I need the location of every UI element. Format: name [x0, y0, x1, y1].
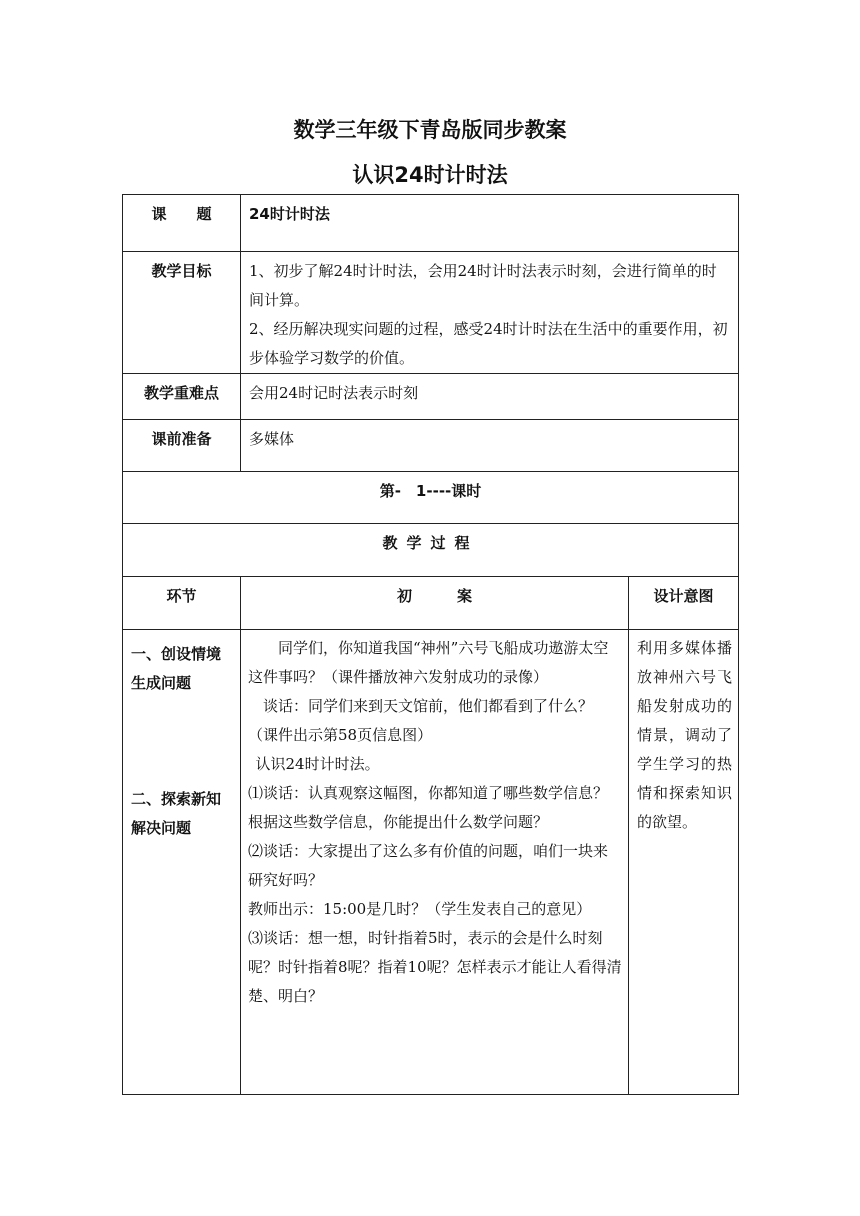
plan-cell — [241, 630, 629, 1095]
intent-cell: 利用多媒体播放神州六号飞船发射成功的情景，调动了学生学习的热情和探索知识的欲望。 — [629, 630, 739, 1095]
plan-column-header: 初 案 — [241, 577, 629, 630]
goals-content — [241, 252, 739, 374]
document-title: 数学三年级下青岛版同步教案 — [293, 118, 567, 142]
period-row — [123, 472, 739, 524]
column-header-row — [123, 577, 739, 630]
keypoints-label: 教学重难点 — [123, 374, 241, 420]
plan-paragraph-2: 谈话：同学们来到天文馆前，他们都看到了什么？（课件出示第58页信息图） — [248, 697, 594, 744]
keypoints-value: 会用24时记时法表示时刻 — [241, 374, 739, 420]
stage-1-line-2: 生成问题 — [131, 674, 192, 692]
stage-1-line-1: 一、创设情境 — [131, 645, 222, 663]
stage-column-header: 环节 — [123, 577, 241, 630]
prep-value: 多媒体 — [241, 420, 739, 472]
goals-label: 教学目标 — [123, 252, 241, 374]
plan-paragraph-5: ⑵谈话：大家提出了这么多有价值的问题，咱们一块来研究好吗？ — [248, 842, 609, 889]
topic-row — [123, 195, 739, 252]
stage-2-line-2: 解决问题 — [131, 819, 192, 837]
document-subtitle: 认识24时计时法 — [352, 163, 508, 187]
topic-label: 课 题 — [123, 195, 241, 252]
plan-paragraph-7: ⑶谈话：想一想，时针指着5时，表示的会是什么时刻呢？时针指着8呢？指着10呢？怎样表示才能让人看得清楚、明白？ — [248, 929, 622, 1005]
goal-item-1: 1、初步了解24时计时法，会用24时计时法表示时刻，会进行简单的时间计算。 — [249, 262, 717, 309]
goals-row — [123, 252, 739, 374]
lesson-plan-table — [122, 194, 739, 1095]
stage-2-line-1: 二、探索新知 — [131, 790, 222, 808]
prep-label: 课前准备 — [123, 420, 241, 472]
plan-paragraph-1: 同学们，你知道我国“神州”六号飞船成功遨游太空这件事吗？（课件播放神六发射成功的录像） — [248, 639, 609, 686]
plan-paragraph-4: ⑴谈话：认真观察这幅图，你都知道了哪些数学信息？根据这些数学信息，你能提出什么数学问题？ — [248, 784, 609, 831]
period-label: 第- 1----课时 — [123, 472, 739, 524]
stage-cell — [123, 630, 241, 1095]
keypoints-row — [123, 374, 739, 420]
plan-paragraph-3: 认识24时计时法。 — [255, 755, 380, 773]
content-row — [123, 630, 739, 1095]
intent-column-header: 设计意图 — [629, 577, 739, 630]
topic-value: 24时计时法 — [241, 195, 739, 252]
process-row — [123, 524, 739, 577]
plan-paragraph-6: 教师出示：15:00是几时？（学生发表自己的意见） — [248, 900, 592, 918]
goal-item-2: 2、经历解决现实问题的过程，感受24时计时法在生活中的重要作用，初步体验学习数学的价值。 — [249, 320, 728, 367]
prep-row — [123, 420, 739, 472]
process-heading: 教学过程 — [123, 524, 739, 577]
